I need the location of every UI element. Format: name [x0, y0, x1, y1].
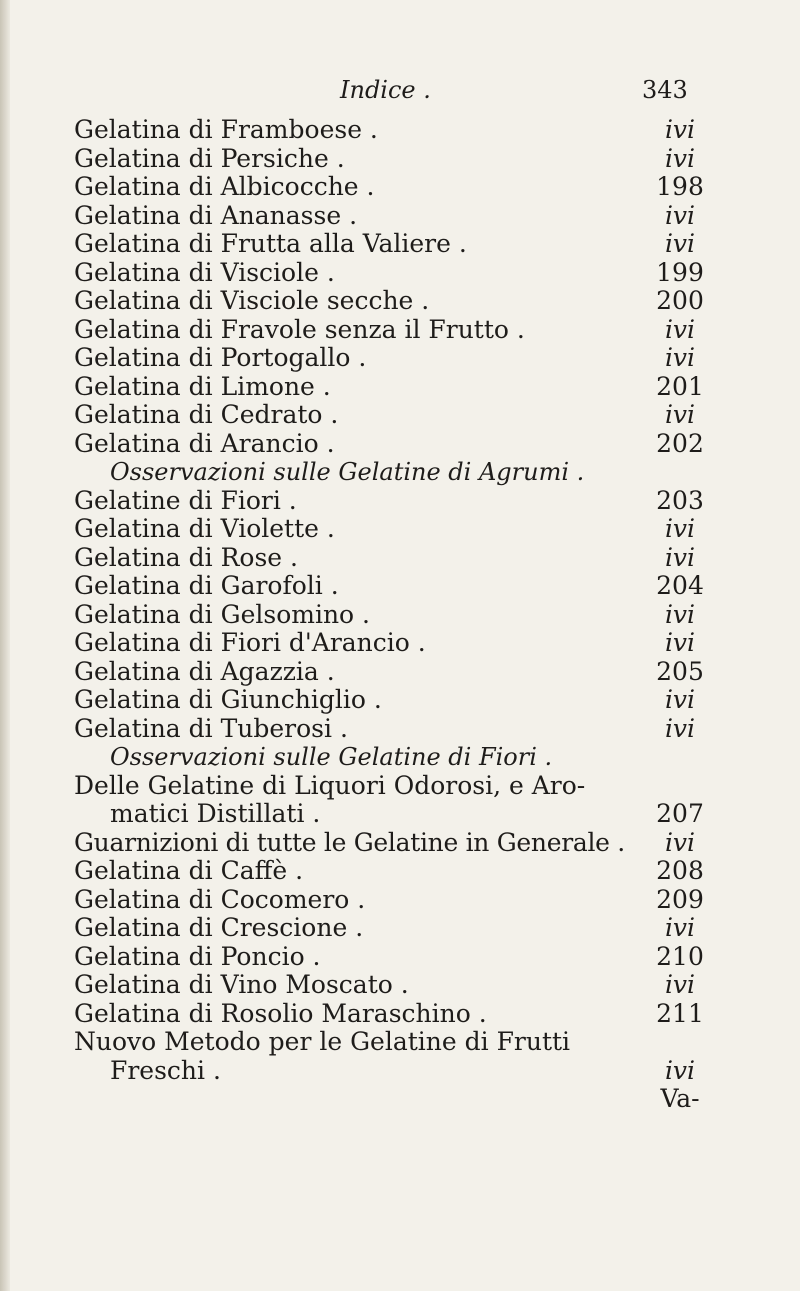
- entry-title: Gelatina di Caffè .: [74, 856, 304, 885]
- entry-page: 203: [656, 485, 704, 515]
- entry-title: Gelatina di Albicocche .: [74, 172, 375, 201]
- catchword: Va-: [660, 1084, 700, 1113]
- entry-title: Delle Gelatine di Liquori Odorosi, e Aro-: [74, 770, 586, 800]
- index-entry: [0, 316, 800, 345]
- entry-page: ivi: [664, 229, 696, 258]
- index-entry: [0, 686, 800, 715]
- index-entry: [0, 287, 800, 316]
- index-entry: [0, 886, 800, 915]
- entry-page: ivi: [664, 143, 696, 173]
- entry-title: Gelatine di Fiori .: [74, 485, 297, 515]
- index-entry-continuation: [0, 800, 800, 829]
- index-entry: [0, 145, 800, 174]
- entry-title: Gelatina di Rosolio Maraschino .: [74, 998, 487, 1028]
- index-entry: [0, 1028, 800, 1057]
- index-entry: [0, 259, 800, 288]
- entry-page: 204: [656, 571, 704, 600]
- running-title: Indice .: [340, 76, 431, 104]
- entry-title: Gelatina di Portogallo .: [74, 343, 367, 372]
- entry-title: Gelatina di Visciole secche .: [74, 286, 430, 315]
- index-entry: [0, 943, 800, 972]
- entry-title: Gelatina di Violette .: [74, 514, 335, 543]
- entry-page: ivi: [664, 913, 696, 942]
- entry-title: Gelatina di Cedrato .: [74, 400, 339, 429]
- entry-title: Gelatina di Tuberosi .: [74, 713, 348, 743]
- index-entry: [0, 430, 800, 459]
- index-entry: [0, 829, 800, 858]
- entry-page: ivi: [664, 542, 696, 572]
- entry-title: Gelatina di Giunchiglio .: [74, 685, 382, 714]
- entry-title: Gelatina di Arancio .: [74, 428, 335, 458]
- entry-title: Nuovo Metodo per le Gelatine di Frutti: [74, 1027, 571, 1056]
- entry-page: ivi: [664, 599, 696, 629]
- entry-title: Guarnizioni di tutte le Gelatine in Generale .: [74, 827, 625, 857]
- index-entry: [0, 202, 800, 231]
- index-entry: [0, 373, 800, 402]
- entry-page: 207: [656, 799, 704, 828]
- entry-title: Gelatina di Ananasse .: [74, 200, 358, 230]
- entry-page: ivi: [664, 343, 696, 372]
- page-number: 343: [642, 76, 688, 104]
- entry-page: ivi: [664, 970, 696, 999]
- entry-title: Gelatina di Agazzia .: [74, 656, 335, 686]
- entry-title: Gelatina di Framboese .: [74, 115, 378, 144]
- entry-title: Gelatina di Vino Moscato .: [74, 970, 409, 999]
- entry-page: ivi: [664, 314, 696, 344]
- entry-title: Gelatina di Rose .: [74, 542, 298, 572]
- entry-page: ivi: [664, 628, 696, 657]
- index-entry: [0, 544, 800, 573]
- entry-title: Freschi .: [110, 1055, 221, 1085]
- entry-page: ivi: [664, 685, 696, 714]
- section-heading: [0, 458, 800, 487]
- section-heading: [0, 743, 800, 772]
- entry-page: 210: [656, 941, 704, 971]
- entry-page: 209: [656, 884, 704, 914]
- entry-page: ivi: [664, 1055, 696, 1085]
- entry-title: Gelatina di Visciole .: [74, 257, 335, 287]
- entry-page: 205: [656, 656, 704, 686]
- entry-page: 199: [656, 257, 704, 287]
- entry-page: ivi: [664, 200, 696, 230]
- entry-page: 201: [656, 371, 704, 401]
- entry-page: 211: [656, 998, 704, 1028]
- index-entry-continuation: [0, 1057, 800, 1086]
- index-entry: [0, 629, 800, 658]
- index-entry: [0, 173, 800, 202]
- index-entry: [0, 914, 800, 943]
- entry-title: Gelatina di Persiche .: [74, 143, 345, 173]
- index-entry: [0, 515, 800, 544]
- entry-page: 208: [656, 856, 704, 885]
- entry-title: Gelatina di Fravole senza il Frutto .: [74, 314, 525, 344]
- entry-page: ivi: [664, 115, 696, 144]
- index-entry: [0, 401, 800, 430]
- index-entry: [0, 772, 800, 801]
- index-entry: [0, 572, 800, 601]
- entry-page: ivi: [664, 827, 696, 857]
- catchword-line: [0, 1085, 800, 1114]
- entry-title: Gelatina di Limone .: [74, 371, 331, 401]
- index-entry: [0, 715, 800, 744]
- entry-title: Gelatina di Poncio .: [74, 941, 321, 971]
- index-list: [0, 116, 800, 1114]
- entry-page: ivi: [664, 514, 696, 543]
- index-entry: [0, 1000, 800, 1029]
- entry-page: 198: [656, 172, 704, 201]
- page-header: [0, 76, 800, 112]
- index-entry: [0, 857, 800, 886]
- index-entry: [0, 116, 800, 145]
- entry-page: 202: [656, 428, 704, 458]
- entry-page: ivi: [664, 400, 696, 429]
- entry-title: Gelatina di Garofoli .: [74, 571, 339, 600]
- entry-title: Gelatina di Crescione .: [74, 913, 364, 942]
- entry-title: Gelatina di Fiori d'Arancio .: [74, 628, 426, 657]
- entry-title: Gelatina di Frutta alla Valiere .: [74, 229, 467, 258]
- index-entry: [0, 487, 800, 516]
- index-entry: [0, 971, 800, 1000]
- entry-title: Gelatina di Gelsomino .: [74, 599, 370, 629]
- entry-page: ivi: [664, 713, 696, 743]
- entry-title: Gelatina di Cocomero .: [74, 884, 366, 914]
- index-entry: [0, 658, 800, 687]
- section-title: Osservazioni sulle Gelatine di Agrumi .: [110, 458, 585, 486]
- entry-page: 200: [656, 286, 704, 315]
- section-title: Osservazioni sulle Gelatine di Fiori .: [110, 743, 553, 771]
- entry-title: matici Distillati .: [110, 799, 321, 828]
- index-entry: [0, 230, 800, 259]
- index-entry: [0, 601, 800, 630]
- index-entry: [0, 344, 800, 373]
